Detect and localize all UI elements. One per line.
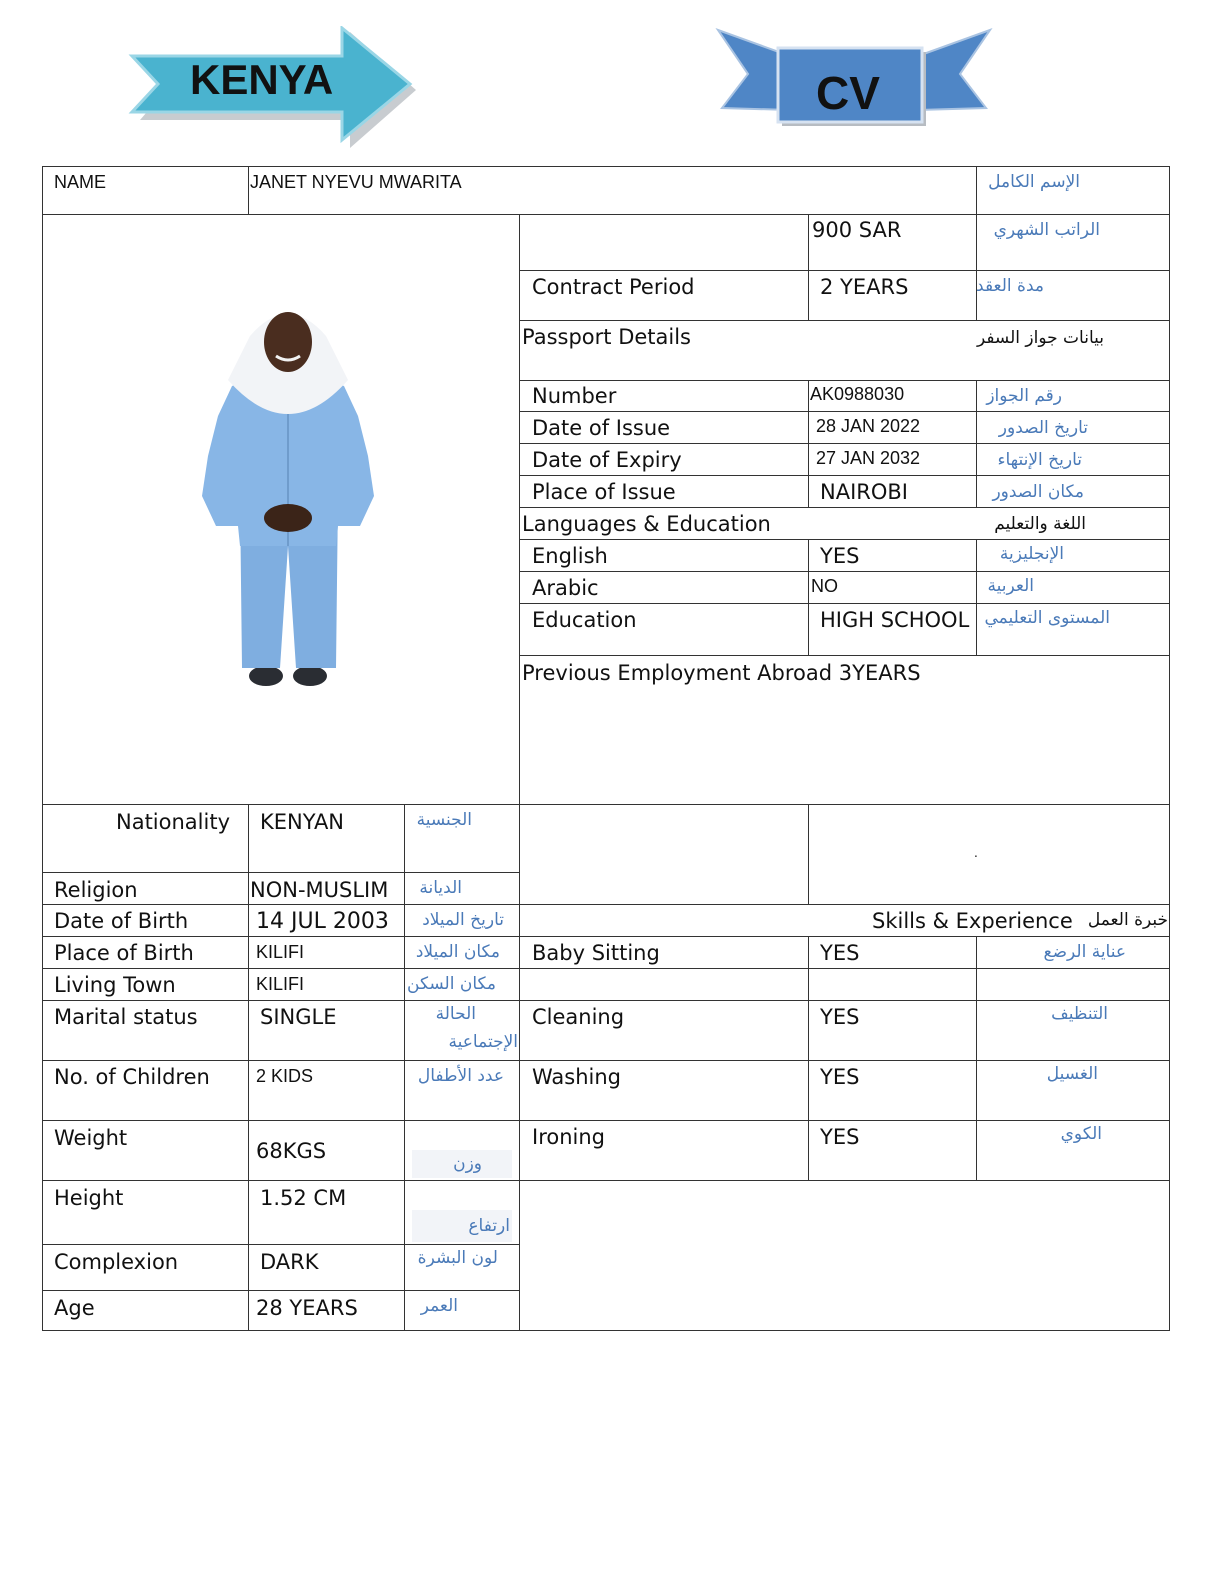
place-of-issue-label-ar: مكان الصدور [992, 482, 1084, 502]
living-town-value: KILIFI [256, 974, 305, 994]
nationality-value: KENYAN [260, 810, 345, 834]
dob-value: 14 JUL 2003 [256, 909, 389, 934]
expiry-date-value: 27 JAN 2032 [816, 448, 921, 468]
expiry-date-label: Date of Expiry [532, 448, 682, 472]
cleaning-value: YES [820, 1005, 860, 1029]
washing-label: Washing [532, 1065, 622, 1089]
languages-title-ar: اللغة والتعليم [994, 514, 1086, 534]
name-label: NAME [54, 172, 107, 192]
place-of-issue-label: Place of Issue [532, 480, 676, 504]
place-of-issue-value: NAIROBI [820, 480, 908, 504]
age-value: 28 YEARS [256, 1296, 358, 1320]
passport-number-label-ar: رقم الجواز [986, 386, 1062, 406]
weight-value: 68KGS [256, 1139, 327, 1163]
salary-value: 900 SAR [812, 218, 902, 242]
contract-label-ar: مدة العقد [976, 276, 1044, 296]
candidate-photo [188, 296, 388, 692]
living-town-label: Living Town [54, 973, 176, 997]
contract-label: Contract Period [532, 275, 695, 299]
cleaning-label-ar: التنظيف [1051, 1004, 1108, 1024]
weight-label: Weight [54, 1126, 128, 1150]
passport-number-label: Number [532, 384, 617, 408]
ironing-label: Ironing [532, 1125, 605, 1149]
arabic-label-ar: العربية [987, 576, 1034, 596]
height-label-ar: ارتفاع [468, 1216, 510, 1236]
english-value: YES [820, 544, 860, 568]
washing-label-ar: الغسيل [1046, 1064, 1098, 1084]
children-label-ar: عدد الأطفال [417, 1066, 504, 1086]
languages-title: Languages & Education [522, 512, 771, 536]
baby-sitting-label-ar: عناية الرضع [1043, 942, 1126, 962]
dob-label: Date of Birth [54, 909, 189, 933]
height-value: 1.52 CM [260, 1186, 347, 1210]
english-label-ar: الإنجليزية [999, 544, 1064, 564]
issue-date-value: 28 JAN 2022 [816, 416, 921, 436]
height-label: Height [54, 1186, 124, 1210]
kenya-arrow-banner [128, 26, 420, 148]
arabic-value: NO [811, 576, 838, 596]
complexion-label: Complexion [54, 1250, 179, 1274]
ironing-label-ar: الكوي [1060, 1124, 1102, 1144]
name-label-ar: الإسم الكامل [988, 172, 1080, 192]
marital-status-label-ar-1: الحالة [435, 1004, 476, 1024]
issue-date-label: Date of Issue [532, 416, 671, 440]
english-label: English [532, 544, 608, 568]
living-town-label-ar: مكان السكن [407, 974, 496, 994]
name-value: JANET NYEVU MWARITA [250, 172, 462, 192]
religion-value: NON-MUSLIM [250, 878, 389, 902]
passport-title-ar: بيانات جواز السفر [976, 328, 1104, 348]
contract-value: 2 YEARS [820, 275, 909, 299]
salary-label-ar: الراتب الشهري [993, 220, 1100, 240]
arabic-label: Arabic [532, 576, 599, 600]
marital-status-label: Marital status [54, 1005, 198, 1029]
skills-title: Skills & Experience [872, 909, 1073, 933]
religion-label: Religion [54, 878, 138, 902]
nationality-label-ar: الجنسية [416, 810, 472, 830]
cv-banner-text: CV [816, 67, 880, 119]
passport-number-value: AK0988030 [810, 384, 905, 404]
expiry-date-label-ar: تاريخ الإنتهاء [997, 450, 1082, 470]
skills-title-ar: خبرة العمل [1087, 910, 1168, 930]
complexion-label-ar: لون البشرة [417, 1248, 498, 1268]
baby-sitting-label: Baby Sitting [532, 941, 660, 965]
cleaning-label: Cleaning [532, 1005, 625, 1029]
children-value: 2 KIDS [256, 1066, 314, 1086]
place-of-birth-label-ar: مكان الميلاد [415, 942, 500, 962]
age-label: Age [54, 1296, 95, 1320]
cv-ribbon-banner [712, 26, 996, 134]
previous-employment: Previous Employment Abroad 3YEARS [522, 661, 921, 685]
complexion-value: DARK [260, 1250, 319, 1274]
weight-label-ar: وزن [453, 1154, 482, 1174]
education-label-ar: المستوى التعليمي [984, 608, 1110, 628]
marital-status-value: SINGLE [260, 1005, 337, 1029]
nationality-label: Nationality [116, 810, 231, 834]
country-banner-text: KENYA [190, 56, 334, 103]
ironing-value: YES [820, 1125, 860, 1149]
education-label: Education [532, 608, 637, 632]
marital-status-label-ar-2: الإجتماعية [448, 1032, 518, 1052]
children-label: No. of Children [54, 1065, 210, 1089]
religion-label-ar: الديانة [419, 878, 462, 898]
issue-date-label-ar: تاريخ الصدور [998, 418, 1088, 438]
place-of-birth-value: KILIFI [256, 942, 305, 962]
passport-title: Passport Details [522, 325, 691, 349]
washing-value: YES [820, 1065, 860, 1089]
baby-sitting-value: YES [820, 941, 860, 965]
education-value: HIGH SCHOOL [820, 608, 970, 632]
place-of-birth-label: Place of Birth [54, 941, 194, 965]
age-label-ar: العمر [420, 1296, 458, 1316]
dob-label-ar: تاريخ الميلاد [422, 910, 504, 930]
stray-mark: . [974, 846, 978, 860]
